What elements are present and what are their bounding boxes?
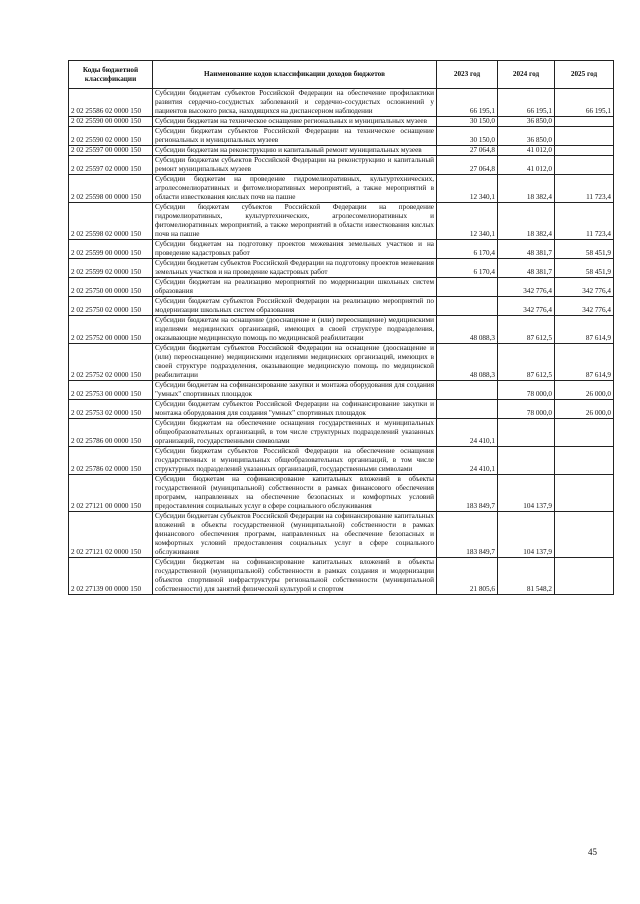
cell-name: Субсидии бюджетам на реализацию мероприятий по модернизации школьных систем образования: [153, 278, 437, 297]
cell-year-2023: 24 410,1: [437, 419, 498, 447]
cell-year-2024: 342 776,4: [498, 297, 555, 316]
cell-year-2025: 66 195,1: [555, 89, 614, 117]
cell-year-2025: [555, 475, 614, 512]
cell-code: 2 02 25750 00 0000 150: [69, 278, 153, 297]
header-year-2024: 2024 год: [498, 61, 555, 89]
cell-name: Субсидии бюджетам субъектов Российской Федерации на обеспечение оснащения государственных и муниципальных общеобразовательных организаций, в том числе структурных подразделений указанных организаций, государственными символами: [153, 447, 437, 475]
cell-year-2025: [555, 146, 614, 156]
cell-year-2025: 11 723,4: [555, 203, 614, 240]
cell-year-2024: 48 381,7: [498, 259, 555, 278]
budget-revenue-table: [68, 60, 614, 595]
cell-name: Субсидии бюджетам на оснащение (дооснащение и (или) переоснащение) медицинскими изделиями медицинских организаций, имеющих в своей структуре подразделения, оказывающие медицинскую помощь по медицинской реабилитации: [153, 316, 437, 344]
table-body: [69, 89, 614, 595]
table-row: [69, 512, 614, 558]
cell-code: 2 02 27139 00 0000 150: [69, 558, 153, 595]
table-row: [69, 259, 614, 278]
cell-year-2024: 78 000,0: [498, 381, 555, 400]
cell-code: 2 02 25752 00 0000 150: [69, 316, 153, 344]
table-row: [69, 316, 614, 344]
cell-name: Субсидии бюджетам на подготовку проектов межевания земельных участков и на проведение кадастровых работ: [153, 240, 437, 259]
table-row: [69, 240, 614, 259]
cell-year-2024: 87 612,5: [498, 344, 555, 381]
cell-year-2024: 342 776,4: [498, 278, 555, 297]
cell-year-2024: 18 382,4: [498, 203, 555, 240]
cell-year-2024: [498, 419, 555, 447]
cell-name: Субсидии бюджетам субъектов Российской Федерации на обеспечение профилактики развития сердечно-сосудистых заболеваний и сердечно-сосудистых осложнений у пациентов высокого риска, находящихся на диспансерном наблюдении: [153, 89, 437, 117]
cell-year-2023: 48 088,3: [437, 344, 498, 381]
cell-year-2023: 183 849,7: [437, 475, 498, 512]
table-row: [69, 447, 614, 475]
cell-code: 2 02 25786 00 0000 150: [69, 419, 153, 447]
cell-year-2023: 6 170,4: [437, 240, 498, 259]
cell-name: Субсидии бюджетам субъектов Российской Федерации на реализацию мероприятий по модернизации школьных систем образования: [153, 297, 437, 316]
table-row: [69, 175, 614, 203]
cell-year-2025: 58 451,9: [555, 240, 614, 259]
cell-code: 2 02 25598 00 0000 150: [69, 175, 153, 203]
cell-year-2025: 87 614,9: [555, 344, 614, 381]
cell-name: Субсидии бюджетам на софинансирование капитальных вложений в объекты государственной (муниципальной) собственности в рамках создания и модернизации объектов спортивной инфраструктуры региональной собственности (муниципальной собственности) для занятий физической культурой и спортом: [153, 558, 437, 595]
cell-name: Субсидии бюджетам субъектов Российской Федерации на проведение гидромелиоративных, культуртехнических, агролесомелиоративных и фитомелиоративных мероприятий, а также мероприятий в области известкования кислых почв на пашне: [153, 203, 437, 240]
document-page: [68, 60, 613, 595]
header-year-2023: 2023 год: [437, 61, 498, 89]
cell-year-2025: 26 000,0: [555, 381, 614, 400]
cell-name: Субсидии бюджетам на софинансирование капитальных вложений в объекты государственной (муниципальной) собственности в рамках финансового обеспечения программ, направленных на обеспечение безопасных и комфортных условий предоставления социальных услуг в сфере социального обслуживания: [153, 475, 437, 512]
cell-year-2025: [555, 127, 614, 146]
cell-name: Субсидии бюджетам субъектов Российской Федерации на реконструкцию и капитальный ремонт муниципальных музеев: [153, 156, 437, 175]
cell-year-2023: 27 064,8: [437, 156, 498, 175]
cell-year-2023: 30 150,0: [437, 117, 498, 127]
cell-code: 2 02 25590 02 0000 150: [69, 127, 153, 146]
cell-year-2023: 48 088,3: [437, 316, 498, 344]
table-row: [69, 146, 614, 156]
cell-code: 2 02 25599 02 0000 150: [69, 259, 153, 278]
cell-year-2023: 183 849,7: [437, 512, 498, 558]
cell-year-2024: 81 548,2: [498, 558, 555, 595]
cell-code: 2 02 25753 00 0000 150: [69, 381, 153, 400]
cell-name: Субсидии бюджетам субъектов Российской Федерации на софинансирование капитальных вложений в объекты государственной (муниципальной) собственности в рамках финансового обеспечения программ, направленных на обеспечение безопасных и комфортных условий предоставления социальных услуг в сфере социального обслуживания: [153, 512, 437, 558]
cell-code: 2 02 25786 02 0000 150: [69, 447, 153, 475]
cell-year-2023: 6 170,4: [437, 259, 498, 278]
cell-code: 2 02 27121 00 0000 150: [69, 475, 153, 512]
cell-year-2024: 36 850,0: [498, 127, 555, 146]
cell-year-2025: [555, 156, 614, 175]
cell-name: Субсидии бюджетам субъектов Российской Федерации на софинансирование закупки и монтажа оборудования для создания "умных" спортивных площадок: [153, 400, 437, 419]
cell-name: Субсидии бюджетам на софинансирование закупки и монтажа оборудования для создания "умных" спортивных площадок: [153, 381, 437, 400]
cell-name: Субсидии бюджетам субъектов Российской Федерации на техническое оснащение региональных и муниципальных музеев: [153, 127, 437, 146]
cell-code: 2 02 25598 02 0000 150: [69, 203, 153, 240]
cell-year-2023: 27 064,8: [437, 146, 498, 156]
cell-year-2025: 342 776,4: [555, 297, 614, 316]
cell-code: 2 02 27121 02 0000 150: [69, 512, 153, 558]
cell-year-2024: 78 000,0: [498, 400, 555, 419]
cell-code: 2 02 25752 02 0000 150: [69, 344, 153, 381]
cell-code: 2 02 25590 00 0000 150: [69, 117, 153, 127]
cell-year-2025: [555, 512, 614, 558]
cell-code: 2 02 25753 02 0000 150: [69, 400, 153, 419]
cell-year-2024: 48 381,7: [498, 240, 555, 259]
cell-year-2025: 11 723,4: [555, 175, 614, 203]
cell-year-2023: 12 340,1: [437, 175, 498, 203]
cell-code: 2 02 25750 02 0000 150: [69, 297, 153, 316]
cell-year-2025: 342 776,4: [555, 278, 614, 297]
cell-year-2025: [555, 558, 614, 595]
cell-year-2024: 41 012,0: [498, 146, 555, 156]
cell-year-2023: 12 340,1: [437, 203, 498, 240]
table-row: [69, 400, 614, 419]
table-row: [69, 419, 614, 447]
cell-year-2025: 58 451,9: [555, 259, 614, 278]
cell-code: 2 02 25597 00 0000 150: [69, 146, 153, 156]
cell-year-2025: [555, 447, 614, 475]
header-name: Наименование кодов классификации доходов бюджетов: [153, 61, 437, 89]
table-row: [69, 558, 614, 595]
cell-year-2023: 21 805,6: [437, 558, 498, 595]
cell-year-2023: [437, 278, 498, 297]
page-number: 45: [588, 847, 597, 857]
cell-year-2025: [555, 117, 614, 127]
header-year-2025: 2025 год: [555, 61, 614, 89]
cell-name: Субсидии бюджетам на обеспечение оснащения государственных и муниципальных общеобразовательных организаций, в том числе структурных подразделений указанных организаций, государственными символами: [153, 419, 437, 447]
table-header-row: [69, 61, 614, 89]
cell-code: 2 02 25586 02 0000 150: [69, 89, 153, 117]
table-row: [69, 297, 614, 316]
table-row: [69, 89, 614, 117]
cell-name: Субсидии бюджетам на реконструкцию и капитальный ремонт муниципальных музеев: [153, 146, 437, 156]
cell-year-2024: 104 137,9: [498, 475, 555, 512]
cell-year-2023: 66 195,1: [437, 89, 498, 117]
header-code: Коды бюджетной классификации: [69, 61, 153, 89]
cell-year-2023: [437, 297, 498, 316]
table-row: [69, 117, 614, 127]
cell-year-2023: [437, 381, 498, 400]
cell-name: Субсидии бюджетам на проведение гидромелиоративных, культуртехнических, агролесомелиоративных и фитомелиоративных мероприятий, а также мероприятий в области известкования кислых почв на пашне: [153, 175, 437, 203]
cell-year-2024: 18 382,4: [498, 175, 555, 203]
table-row: [69, 475, 614, 512]
cell-year-2025: [555, 419, 614, 447]
cell-year-2023: [437, 400, 498, 419]
table-row: [69, 203, 614, 240]
table-row: [69, 344, 614, 381]
cell-year-2023: 24 410,1: [437, 447, 498, 475]
cell-code: 2 02 25599 00 0000 150: [69, 240, 153, 259]
cell-year-2024: 87 612,5: [498, 316, 555, 344]
cell-year-2024: 104 137,9: [498, 512, 555, 558]
cell-name: Субсидии бюджетам субъектов Российской Федерации на подготовку проектов межевания земельных участков и на проведение кадастровых работ: [153, 259, 437, 278]
table-row: [69, 278, 614, 297]
cell-name: Субсидии бюджетам субъектов Российской Федерации на оснащение (дооснащение и (или) переоснащение) медицинскими изделиями медицинских организаций, имеющих в своей структуре подразделения, оказывающие медицинскую помощь по медицинской реабилитации: [153, 344, 437, 381]
cell-year-2025: 26 000,0: [555, 400, 614, 419]
table-row: [69, 156, 614, 175]
cell-year-2024: 36 850,0: [498, 117, 555, 127]
cell-code: 2 02 25597 02 0000 150: [69, 156, 153, 175]
cell-year-2024: 66 195,1: [498, 89, 555, 117]
cell-year-2023: 30 150,0: [437, 127, 498, 146]
cell-year-2024: 41 012,0: [498, 156, 555, 175]
table-row: [69, 127, 614, 146]
table-row: [69, 381, 614, 400]
cell-name: Субсидии бюджетам на техническое оснащение региональных и муниципальных музеев: [153, 117, 437, 127]
cell-year-2024: [498, 447, 555, 475]
cell-year-2025: 87 614,9: [555, 316, 614, 344]
